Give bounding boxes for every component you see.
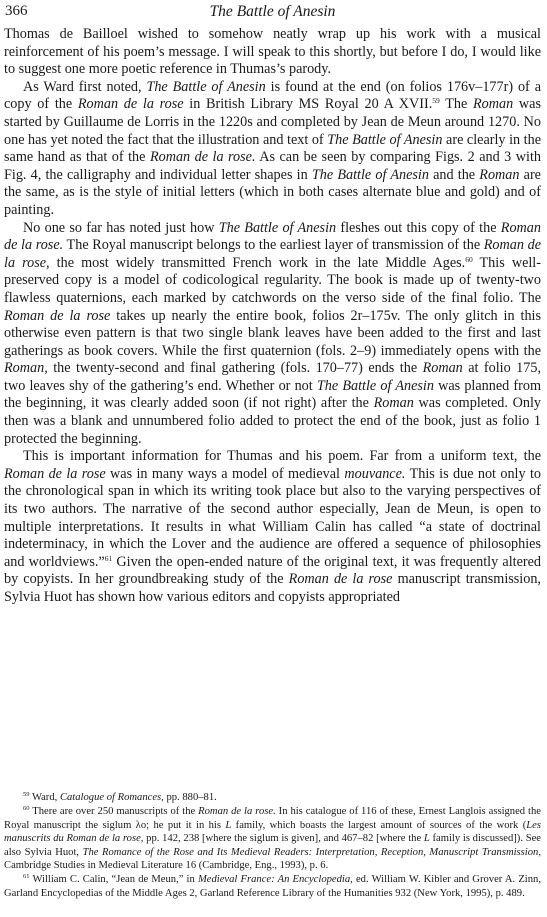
text-run: No one so far has noted just how <box>23 219 219 236</box>
text-run: There are over 250 manuscripts of the <box>29 806 199 818</box>
text-run: pp. 142, 238 [where the siglum is given], and 467–82 [where the <box>143 833 424 845</box>
italic-text: L <box>423 833 430 845</box>
text-run: are the same, as is the style of initial letters (which in both cases alternate blue and gold) and of painting. <box>4 166 541 218</box>
text-run: the twenty-second and final gathering (fols. 170–77) ends the <box>47 360 423 377</box>
text-run: William C. Calin, “Jean de Meun,” in <box>29 874 198 886</box>
italic-text: Roman de la rose, <box>4 237 541 271</box>
italic-text: The Battle of Anesin <box>316 377 434 394</box>
text-run: the most widely transmitted French work in the late Middle Ages. <box>49 254 466 271</box>
italic-text: Roman <box>473 96 514 113</box>
italic-text: The Battle of Anesin <box>218 219 337 236</box>
page-number: 366 <box>5 3 28 19</box>
italic-text: The Romance of the Rose and Its Medieval Readers: Interpretation, Reception, Manuscript Transmission, <box>82 846 541 858</box>
text-run: was completed. Only then was a blank and unnumbered folio added to protect the end of the book, just as folio 1 protected the beginning. <box>4 395 542 447</box>
italic-text: L <box>225 819 232 831</box>
book-page <box>4 0 541 607</box>
italic-text: Roman de la rose. <box>4 219 541 254</box>
page-header <box>4 0 541 26</box>
italic-text: Roman de la rose <box>77 96 184 113</box>
body-paragraph <box>4 448 541 606</box>
italic-text: Roman, <box>4 360 48 377</box>
text-run: at folio 175, two leaves shy of the gathering’s end. Whether or not <box>4 360 541 394</box>
italic-text: Medieval France: An Encyclopedia, <box>197 874 353 886</box>
text-run: manuscript transmission, Sylvia Huot has shown how various editors and copyists appropriated <box>4 571 541 605</box>
text-run: Ward, <box>29 792 60 803</box>
text-run: pp. 880–81. <box>163 792 217 803</box>
italic-text: Catalogue of Romances, <box>59 792 164 803</box>
text-run: The Royal manuscript belongs to the earliest layer of transmission of the <box>63 237 484 254</box>
footnote-reference: 59 <box>432 96 440 106</box>
text-run: in British Library MS Royal 20 A XVII. <box>183 96 433 113</box>
footnote-number: 61 <box>23 873 30 881</box>
body-paragraph <box>4 220 541 449</box>
footnote <box>4 805 541 872</box>
italic-text: Roman <box>373 395 414 412</box>
text-run: The <box>439 96 473 113</box>
italic-text: The Battle of Anesin <box>327 131 443 148</box>
text-run: family, which boasts the largest amount of sources of the work ( <box>231 819 527 831</box>
footnote-reference: 61 <box>104 553 113 563</box>
italic-text: Les manuscrits du Roman de la rose, <box>4 819 541 845</box>
footnote-number: 59 <box>23 791 30 798</box>
italic-text: mouvance. <box>344 465 406 482</box>
text-run: family is discussed]). See also Sylvia Huot, <box>4 833 542 858</box>
text-run: and the <box>428 166 480 183</box>
body-paragraph <box>4 79 541 220</box>
italic-text: The Battle of Anesin <box>311 166 429 183</box>
text-run: was started by Guillaume de Lorris in the 1220s and completed by Jean de Meun around 1270. No one has yet noted the fact that the illustration and text of <box>4 96 541 148</box>
footnotes <box>4 791 541 901</box>
italic-text: Roman de la rose <box>4 465 106 482</box>
footnote-reference: 60 <box>465 254 473 264</box>
text-run: This is due not only to the chronological span in which its writing took place but also to the varying perspectives of its two authors. The narrative of the second author especially, Jean de Meun, is open to multiple interpretations. It results in what William Calin has called “a state of doctrinal indeterminacy, in which the Lover and the audience are offered a sequence of philosophies and worldviews.” <box>4 465 541 570</box>
text-run: Given the open-ended nature of the original text, it was frequently altered by copyists. In her groundbreaking study of the <box>4 553 541 588</box>
text-run: takes up nearly the entire book, folios 2r–175v. The only glitch in this otherwise even pattern is that two single blank leaves have been added to the first and last gatherings as book covers. While the first quaternion (fols. 2–9) immediately opens with the <box>4 307 542 359</box>
italic-text: Roman de la rose. <box>149 149 256 166</box>
footnote <box>4 791 541 804</box>
text-run: was in many ways a model of medieval <box>105 465 345 482</box>
text-run: This is important information for Thumas and his poem. Far from a uniform text, the <box>23 448 541 465</box>
text-run: is found at the end (on folios 176v–177r) of a copy of the <box>4 78 541 113</box>
italic-text: Roman de la rose. <box>198 806 276 818</box>
text-run: As can be seen by comparing Figs. 2 and 3 with Fig. 4, the calligraphy and individual letter shapes in <box>4 149 541 183</box>
text-run: Cambridge Studies in Medieval Literature 16 (Cambridge, Eng., 1993), p. 6. <box>4 860 329 872</box>
text-run: This well-preserved copy is a model of codicological regularity. The book is made up of twenty-two flawless quaternions, each marked by catchwords on the verso side of the final folio. The <box>4 254 541 306</box>
body-paragraph <box>4 26 541 79</box>
text-run: Thomas de Bailloel wished to somehow neatly wrap up his work with a musical reinforcement of his poem’s message. I will speak to this shortly, but before I do, I would like to suggest one more poetic reference in Thumas’s parody. <box>4 26 541 78</box>
italic-text: The Battle of Anesin <box>146 78 266 95</box>
text-run: ed. William W. Kibler and Grover A. Zinn, Garland Encyclopedias of the Middle Ages 2, Garland Reference Library of the Humanities 932 (New York, 1995), p. 489. <box>4 874 541 899</box>
footnote-number: 60 <box>23 805 30 813</box>
italic-text: Roman de la rose <box>288 571 393 588</box>
italic-text: Roman <box>422 360 463 377</box>
text-run: As Ward first noted, <box>23 78 147 95</box>
text-run: In his catalogue of 116 of these, Ernest Langlois assigned the Royal manuscript the siglum λo; he put it in his <box>4 806 541 831</box>
footnote <box>4 873 541 900</box>
body-text <box>4 26 541 607</box>
text-run: are clearly in the same hand as that of the <box>4 131 542 166</box>
italic-text: Roman de la rose <box>4 307 111 324</box>
text-run: was planned from the beginning, it was clearly added soon (if not right) after the <box>4 377 541 412</box>
text-run: fleshes out this copy of the <box>336 219 501 236</box>
running-head: The Battle of Anesin <box>209 3 336 20</box>
italic-text: Roman <box>479 166 520 183</box>
